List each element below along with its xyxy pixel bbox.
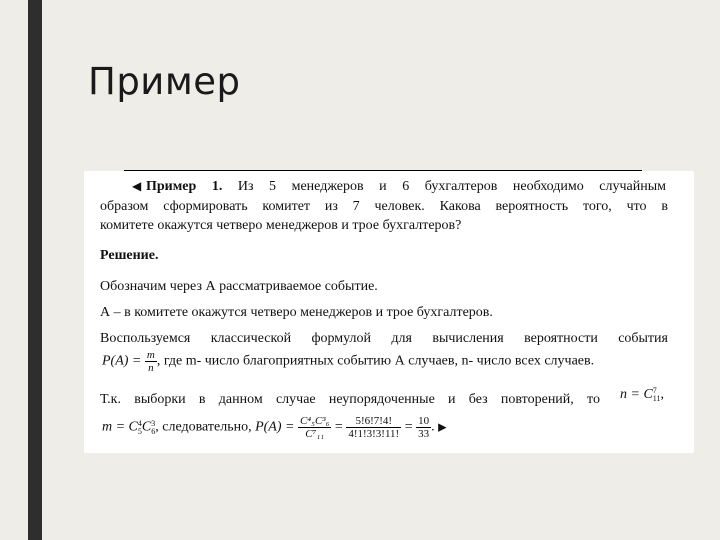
line-event-def: А – в комитете окажутся четверо менеджеров и трое бухгалтеров. — [100, 305, 493, 320]
p-frac1-num: C⁴₅C³₆ — [299, 415, 330, 427]
p-frac3 — [416, 415, 431, 440]
problem-line-3: комитете окажутся четверо менеджеров и трое бухгалтеров? — [100, 218, 462, 233]
final-row — [102, 415, 447, 440]
problem-line-1 — [146, 177, 666, 196]
formula-fraction — [145, 349, 157, 374]
line-event: Обозначим через А рассматриваемое событие. — [100, 279, 378, 294]
p-frac2 — [346, 415, 401, 440]
formula-den: n — [148, 362, 154, 374]
left-accent-bar — [28, 0, 42, 540]
document-image — [84, 171, 694, 453]
m-mid: C — [141, 419, 152, 435]
formula-row — [102, 349, 594, 374]
n-sub: 11 — [652, 394, 661, 403]
slide-title: Пример — [88, 60, 241, 103]
p-frac3-den: 33 — [418, 428, 430, 440]
equals-2: = — [404, 419, 413, 435]
solution-heading: Решение. — [100, 248, 159, 263]
m-sup1: 4 — [137, 418, 142, 428]
cursor-marker-end-icon: ▶ — [438, 421, 447, 434]
m-sub2: 6 — [151, 426, 156, 436]
formula-lhs: P(A) = — [102, 353, 142, 369]
formula-num: m — [146, 349, 155, 361]
formula-explain: , где m- число благоприятных событию А случаев, n- число всех случаев. — [156, 353, 595, 369]
problem-text-1: Из 5 менеджеров и 6 бухгалтеров необходимо случайным — [237, 179, 666, 194]
consequently: , следовательно, — [155, 419, 252, 435]
p-frac1 — [298, 415, 331, 440]
p-frac2-den: 4!1!3!3!11! — [348, 428, 400, 440]
p-frac3-num: 10 — [418, 415, 430, 427]
n-expr: n = C 7 11 , — [620, 386, 664, 403]
problem-line-2: образом сформировать комитет из 7 человек. Какова вероятность того, что в — [100, 199, 668, 214]
m-sub1: 5 — [137, 426, 142, 436]
line-classic: Воспользуемся классической формулой для вычисления вероятности события — [100, 331, 668, 346]
p-lhs: P(A) = — [255, 419, 295, 435]
cursor-marker-icon: ◀ — [132, 179, 142, 193]
p-frac1-den: C⁷₁₁ — [305, 428, 325, 440]
m-expr: m = C — [102, 419, 138, 435]
n-expr-base: n = C — [620, 387, 653, 403]
period: . — [431, 419, 435, 435]
n-sup: 7 — [652, 386, 657, 395]
m-sup2: 3 — [151, 418, 156, 428]
example-label: Пример 1. — [146, 179, 223, 194]
p-frac2-num: 5!6!7!4! — [346, 415, 401, 428]
line-tk: Т.к. выборки в данном случае неупорядоченные и без повторений, то — [100, 392, 600, 407]
equals-1: = — [334, 419, 343, 435]
